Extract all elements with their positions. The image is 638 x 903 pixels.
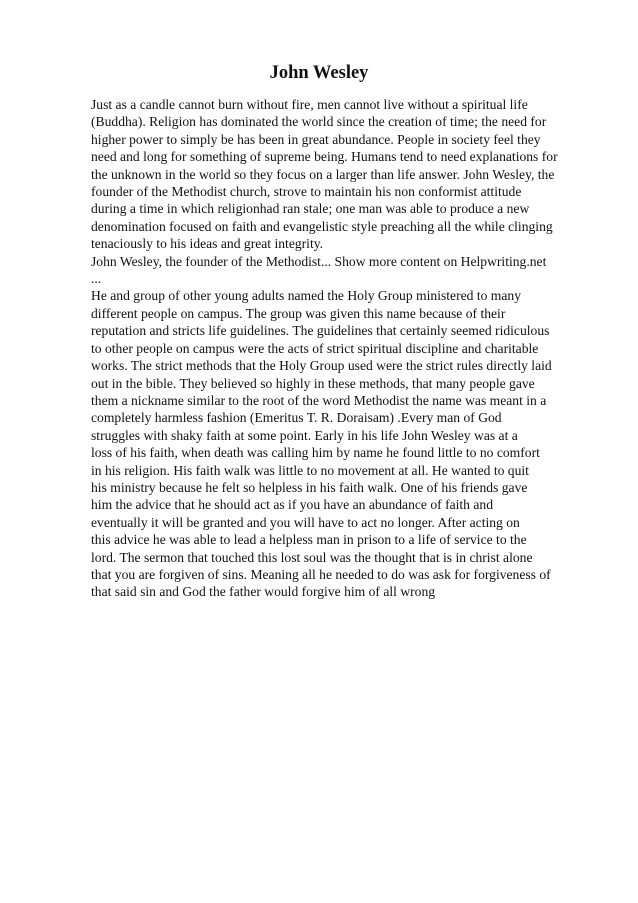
text-line: ... [91, 271, 102, 287]
text-line: Just as a candle cannot burn without fire, men cannot live without a spiritual life [91, 97, 528, 112]
text-line: works. The strict methods that the Holy Group used were the strict rules directly laid [91, 358, 552, 374]
text-line: that you are forgiven of sins. Meaning all he needed to do was ask for forgiveness of [91, 566, 551, 582]
text-line: denomination focused on faith and evangelistic style preaching all the while clinging [91, 218, 553, 234]
text-line: in his religion. His faith walk was little to no movement at all. He wanted to quit [91, 462, 529, 478]
text-line: He and group of other young adults named the Holy Group ministered to many [91, 288, 522, 304]
text-line: struggles with shaky faith at some point. Early in his life John Wesley was at a [91, 427, 518, 443]
text-line: different people on campus. The group was given this name because of their [91, 305, 506, 321]
text-line: out in the bible. They believed so highly in these methods, that many people gave [91, 375, 535, 391]
text-line: tenaciously to his ideas and great integrity. [91, 236, 324, 252]
text-line: loss of his faith, when death was calling him by name he found little to no comfort [91, 445, 540, 461]
text-line: them a nickname similar to the root of the word Methodist the name was meant in a [91, 392, 547, 408]
text-line: eventually it will be granted and you will have to act no longer. After acting on [91, 514, 520, 530]
text-line: him the advice that he should act as if you have an abundance of faith and [91, 497, 494, 513]
text-line: higher power to simply be has been in great abundance. People in society feel they [91, 131, 541, 147]
text-line: this advice he was able to lead a helpless man in prison to a life of service to the [91, 532, 527, 548]
text-line: lord. The sermon that touched this lost soul was the thought that is in christ alone [91, 549, 533, 565]
document-body [91, 96, 591, 601]
text-line: John Wesley, the founder of the Methodist... Show more content on Helpwriting.net [91, 253, 547, 269]
document-title: John Wesley [269, 63, 369, 83]
text-line: founder of the Methodist church, strove to maintain his non conformist attitude [91, 184, 522, 200]
text-line: (Buddha). Religion has dominated the world since the creation of time; the need for [91, 114, 547, 130]
text-line: his ministry because he felt so helpless in his faith walk. One of his friends gave [91, 479, 528, 495]
text-line: need and long for something of supreme being. Humans tend to need explanations for [91, 149, 558, 165]
text-line: to other people on campus were the acts of strict spiritual discipline and charitable [91, 340, 539, 356]
text-line: reputation and stricts life guidelines. The guidelines that certainly seemed ridiculous [91, 323, 550, 339]
text-line: during a time in which religionhad ran stale; one man was able to produce a new [91, 201, 530, 217]
text-line: that said sin and God the father would forgive him of all wrong [91, 584, 436, 600]
text-line: completely harmless fashion (Emeritus T. R. Doraisam) .Every man of God [91, 410, 502, 426]
text-line: the unknown in the world so they focus on a larger than life answer. John Wesley, the [91, 166, 555, 182]
